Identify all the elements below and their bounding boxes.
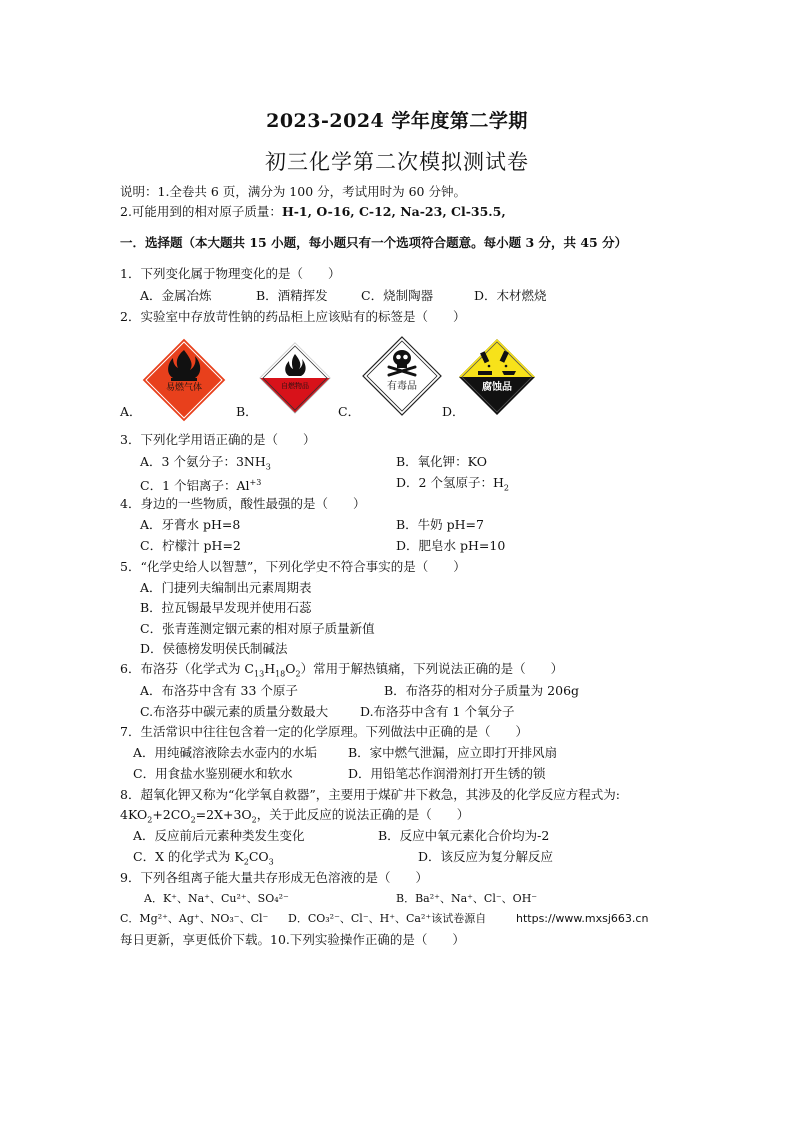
atomic-mass-values: H-1, O-16, C-12, Na-23, Cl-35.5, [281, 204, 506, 219]
question-5-option-a: A．门捷列夫编制出元素周期表 [140, 580, 312, 595]
question-5-stem: 5．“化学史给人以智慧”，下列化学史不符合事实的是（ ） [120, 559, 466, 574]
source-note-and-question-10-stem: 每日更新，享更低价下载。10.下列实验操作正确的是（ ） [120, 932, 465, 947]
question-8-option-c: C．X 的化学式为 $K_2CO_3$ [133, 849, 274, 867]
toxic-sign [362, 336, 442, 416]
question-8-option-b: B．反应中氧元素化合价均为-2 [378, 828, 550, 843]
question-5-option-b: B．拉瓦锡最早发现并使用石蕊 [140, 600, 312, 615]
question-2-option-a: A． [120, 404, 142, 419]
question-7-option-b: B．家中燃气泄漏，应立即打开排风扇 [348, 745, 558, 760]
question-6-option-d: D.布洛芬中含有 1 个氧分子 [360, 704, 515, 719]
question-7-option-a: A．用纯碱溶液除去水壶内的水垢 [133, 745, 318, 760]
flammable-gas-sign-text: 易燃气体 [165, 383, 203, 393]
question-6-option-a: A．布洛芬中含有 33 个原子 [140, 683, 298, 698]
question-6-option-c: C.布洛芬中碳元素的质量分数最大 [140, 704, 329, 719]
question-4-option-c: C．柠檬汁 pH=2 [140, 538, 241, 553]
question-9-option-b: B．Ba²⁺、Na⁺、Cl⁻、OH⁻ [396, 892, 538, 905]
question-7-stem: 7．生活常识中往往包含着一定的化学原理。下列做法中正确的是（ ） [120, 724, 528, 739]
question-9-option-d: D．CO₃²⁻、Cl⁻、H⁺、Ca²⁺该试卷源自 [288, 912, 487, 925]
question-5-option-d: D．侯德榜发明侯氏制碱法 [140, 641, 288, 656]
question-4-stem: 4．身边的一些物质，酸性最强的是（ ） [120, 496, 366, 511]
corrosive-sign [458, 338, 536, 416]
question-3-option-c: C．1 个铝离子：$Al^{+3}$ [140, 478, 262, 494]
toxic-sign-text: 有毒品 [387, 381, 417, 392]
question-2-option-d: D． [442, 404, 465, 419]
question-3-option-d: D．2 个氢原子：$H_2$ [396, 475, 509, 493]
question-8-stem: 8．超氧化钾又称为“化学氧自救器”，主要用于煤矿井下救急，其涉及的化学反应方程式为: [120, 787, 620, 802]
spontaneous-combustion-sign [259, 342, 331, 414]
section-heading: 一．选择题（本大题共 15 小题，每小题只有一个选项符合题意。每小题 3 分，共 45 分） [120, 235, 628, 250]
spontaneous-combustion-sign-text: 自燃物品 [281, 382, 309, 390]
source-url: https://www.mxsj663.cn [516, 912, 649, 925]
question-9-stem: 9．下列各组离子能大量共存形成无色溶液的是（ ） [120, 870, 428, 885]
question-9-option-a: A．K⁺、Na⁺、Cu²⁺、SO₄²⁻ [144, 892, 289, 905]
question-3-option-b: B．氧化钾：KO [396, 454, 487, 469]
question-7-option-d: D．用铅笔芯作润滑剂打开生锈的锁 [348, 766, 546, 781]
question-8-option-d: D．该反应为复分解反应 [418, 849, 554, 864]
question-7-option-c: C．用食盐水鉴别硬水和软水 [133, 766, 293, 781]
question-8-equation: $4KO_2+2CO_2=2X+3O_2$，关于此反应的说法正确的是（ ） [120, 807, 470, 825]
question-1-option-c: C．烧制陶器 [361, 288, 434, 303]
question-2-stem: 2．实验室中存放苛性钠的药品柜上应该贴有的标签是（ ） [120, 309, 466, 324]
question-1-option-a: A．金属冶炼 [140, 288, 212, 303]
question-9-option-c: C．Mg²⁺、Ag⁺、NO₃⁻、Cl⁻ [120, 912, 269, 925]
exam-year-title: 2023-2024 学年度第二学期 [266, 110, 528, 132]
instructions-line-2 [120, 204, 506, 220]
question-3-option-a: A．3 个氨分子：$3NH_3$ [140, 454, 271, 472]
question-1-option-d: D．木材燃烧 [474, 288, 547, 303]
atomic-mass-label: 2.可能用到的相对原子质量： [120, 204, 282, 219]
question-8-option-a: A．反应前后元素种类发生变化 [133, 828, 305, 843]
question-6-stem: 6．布洛芬（化学式为 $C_{13}H_{18}O_2$）常用于解热镇痛，下列说法正确的是（ ） [120, 661, 564, 679]
question-5-option-c: C．张青莲测定铟元素的相对原子质量新值 [140, 621, 375, 636]
flammable-gas-sign [140, 336, 228, 424]
corrosive-sign-text: 腐蚀品 [482, 382, 512, 393]
question-4-option-b: B．牛奶 pH=7 [396, 517, 484, 532]
question-4-option-a: A．牙膏水 pH=8 [140, 517, 241, 532]
question-1-stem: 1．下列变化属于物理变化的是（ ） [120, 266, 341, 281]
instructions-line-1: 说明：1.全卷共 6 页，满分为 100 分，考试用时为 60 分钟。 [120, 184, 466, 199]
exam-title: 初三化学第二次模拟测试卷 [265, 150, 529, 174]
question-3-stem: 3．下列化学用语正确的是（ ） [120, 432, 316, 447]
question-4-option-d: D．肥皂水 pH=10 [396, 538, 506, 553]
question-2-option-b: B． [236, 404, 258, 419]
question-2-option-c: C． [338, 404, 361, 419]
question-1-option-b: B．酒精挥发 [256, 288, 328, 303]
question-6-option-b: B．布洛芬的相对分子质量为 206g [384, 683, 580, 698]
